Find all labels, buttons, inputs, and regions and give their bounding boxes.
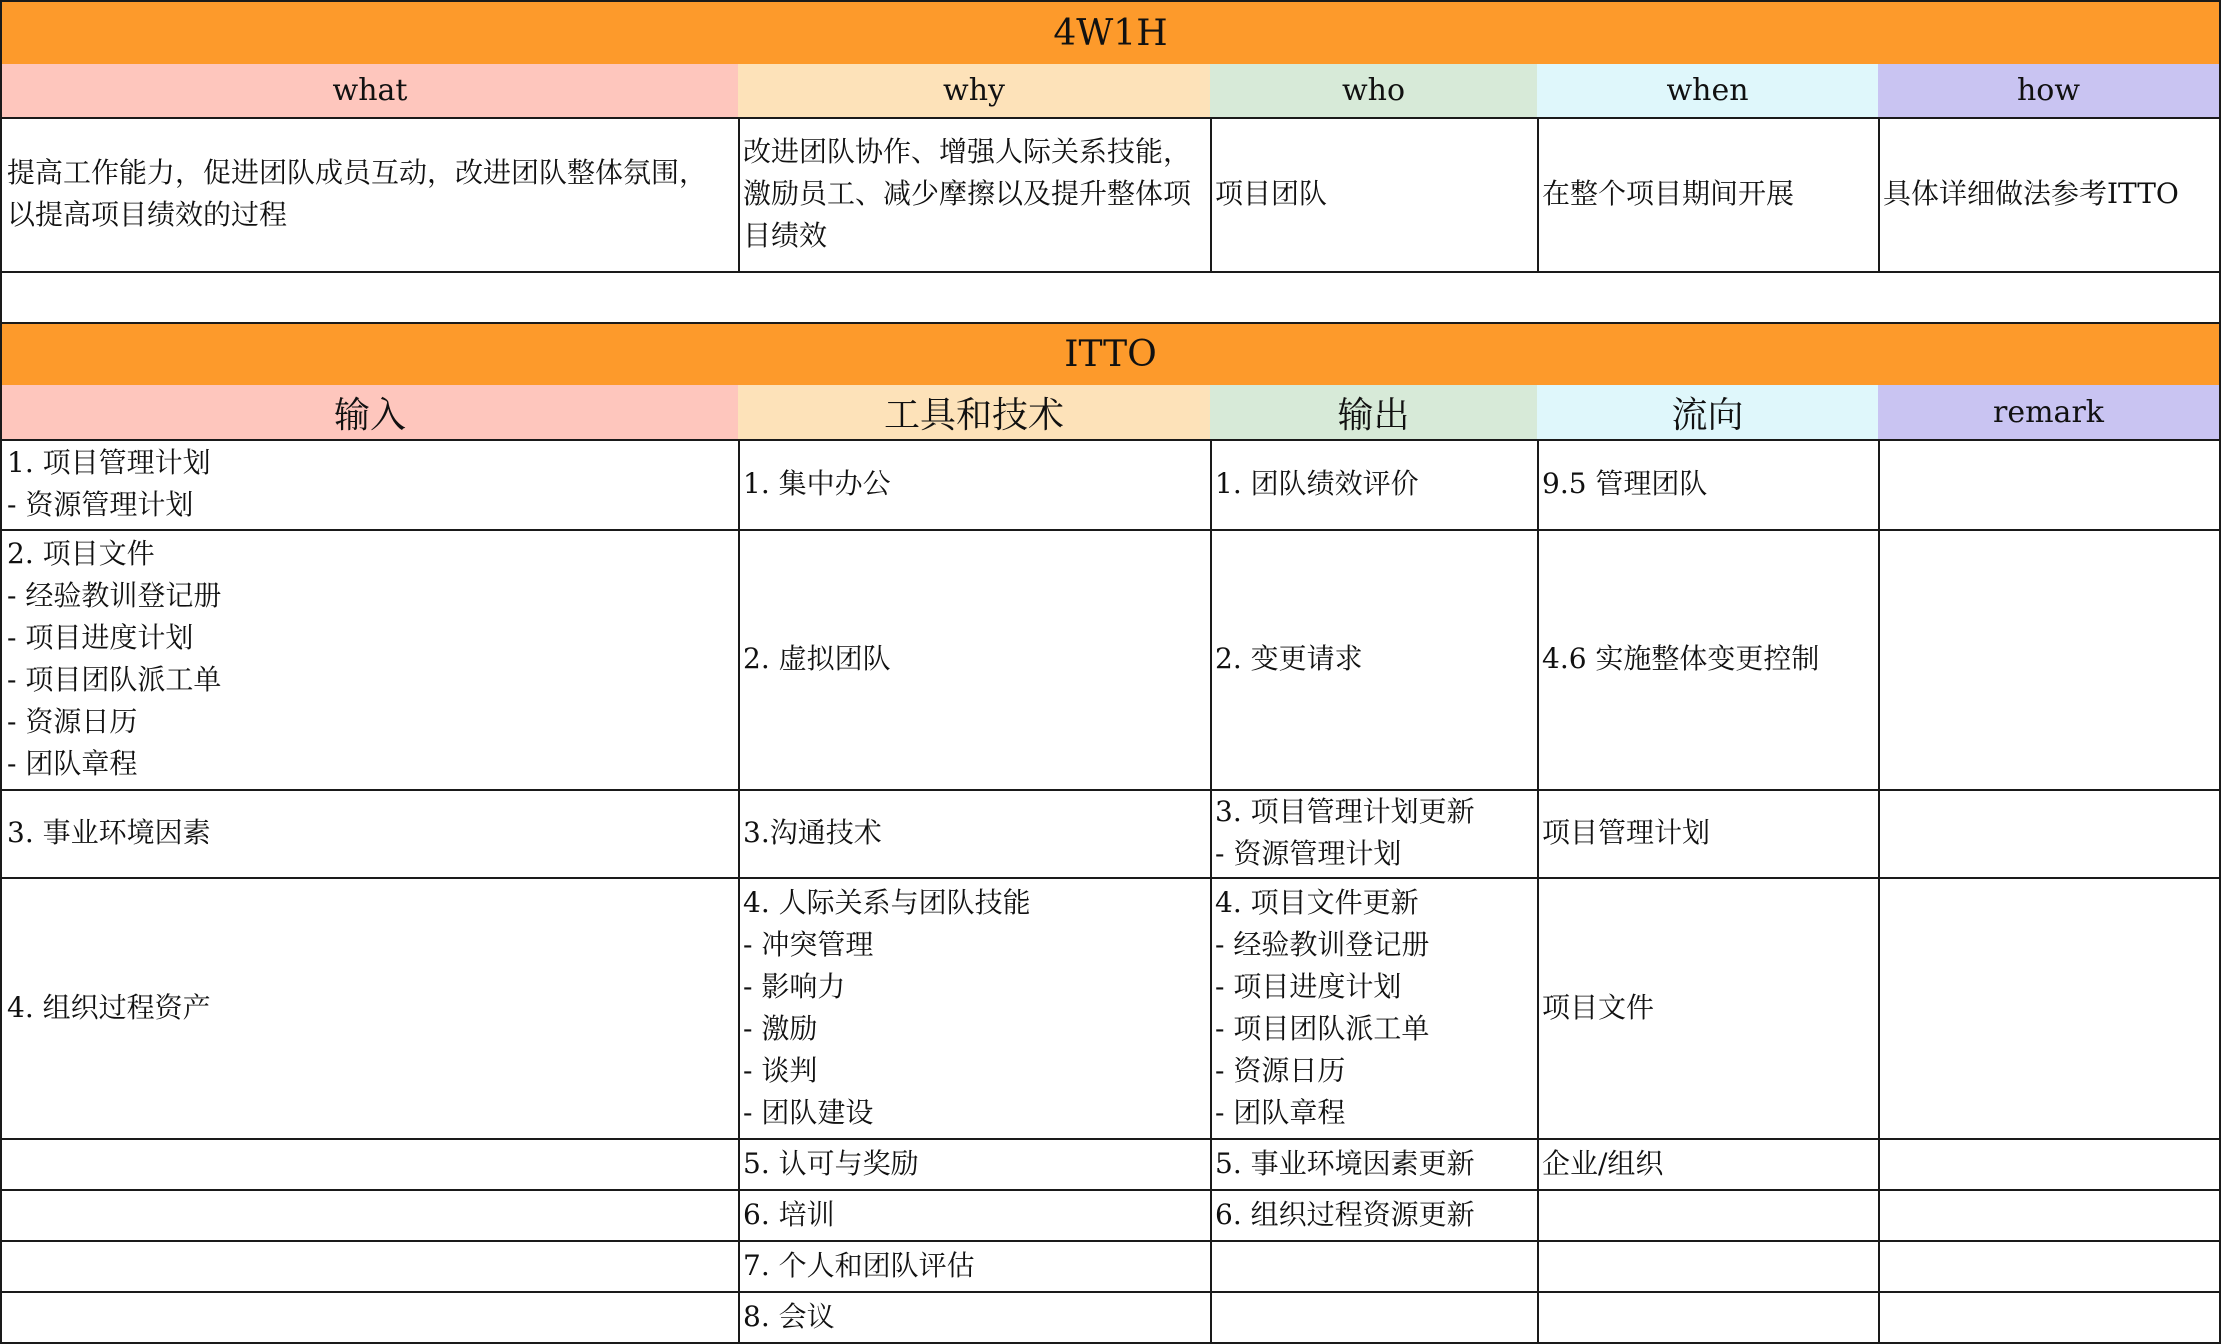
cell-line: 6. 培训 [743, 1197, 835, 1231]
itto-input-cell[interactable] [0, 789, 740, 879]
w1h-what-text: 提高工作能力，促进团队成员互动，改进团队整体氛围，以提高项目绩效的过程 [7, 156, 708, 231]
itto-output-cell[interactable] [1210, 1291, 1539, 1344]
header-what: what [0, 64, 740, 119]
header-why: why [738, 64, 1212, 119]
w1h-who-cell[interactable] [1210, 117, 1539, 273]
w1h-why-text: 改进团队协作、增强人际关系技能，激励员工、减少摩擦以及提升整体项目绩效 [743, 135, 1192, 252]
itto-tools-cell[interactable] [738, 1138, 1212, 1191]
itto-header-row [0, 385, 2221, 441]
cell-line: - 经验教训登记册 [7, 579, 222, 612]
header-output: 输出 [1210, 385, 1539, 441]
cell-line: 3.沟通技术 [743, 816, 882, 849]
itto-output-cell[interactable] [1210, 439, 1539, 531]
itto-row [0, 1240, 2221, 1293]
itto-output-cell[interactable] [1210, 877, 1539, 1140]
cell-line: 3. 事业环境因素 [7, 816, 211, 849]
itto-tools-cell[interactable] [738, 439, 1212, 531]
w1h-when-cell[interactable] [1537, 117, 1880, 273]
cell-line: 1. 项目管理计划 [7, 446, 211, 479]
itto-output-cell[interactable] [1210, 789, 1539, 879]
itto-tools-cell[interactable] [738, 1291, 1212, 1344]
itto-remark-cell[interactable] [1878, 1240, 2221, 1293]
itto-remark-cell[interactable] [1878, 439, 2221, 531]
cell-line: 1. 集中办公 [743, 467, 891, 500]
cell-line: - 资源日历 [7, 705, 138, 738]
cell-line: - 资源管理计划 [1215, 837, 1402, 870]
header-flow: 流向 [1537, 385, 1880, 441]
itto-output-cell[interactable] [1210, 529, 1539, 791]
w1h-why-cell[interactable] [738, 117, 1212, 273]
cell-line: 5. 事业环境因素更新 [1215, 1146, 1475, 1180]
itto-flow-cell[interactable] [1537, 439, 1880, 531]
itto-flow-cell[interactable] [1537, 789, 1880, 879]
itto-output-cell[interactable] [1210, 1189, 1539, 1242]
cell-line: - 项目团队派工单 [7, 663, 222, 696]
cell-line: 企业/组织 [1542, 1146, 1664, 1180]
itto-remark-cell[interactable] [1878, 877, 2221, 1140]
itto-input-cell[interactable] [0, 1291, 740, 1344]
cell-line: 4.6 实施整体变更控制 [1542, 642, 1820, 675]
itto-remark-cell[interactable] [1878, 1291, 2221, 1344]
itto-input-cell[interactable] [0, 1138, 740, 1191]
cell-line: 2. 项目文件 [7, 537, 155, 570]
cell-line: - 项目团队派工单 [1215, 1011, 1430, 1045]
itto-row [0, 439, 2221, 531]
itto-remark-cell[interactable] [1878, 529, 2221, 791]
itto-input-cell[interactable] [0, 877, 740, 1140]
header-when: when [1537, 64, 1880, 119]
itto-title: ITTO [0, 322, 2221, 387]
itto-input-cell[interactable] [0, 1189, 740, 1242]
cell-line: 2. 变更请求 [1215, 642, 1363, 675]
w1h-when-text: 在整个项目期间开展 [1542, 177, 1795, 210]
cell-line: 3. 项目管理计划更新 [1215, 795, 1475, 828]
cell-line: 项目文件 [1542, 990, 1655, 1024]
cell-line: - 资源管理计划 [7, 488, 194, 521]
itto-flow-cell[interactable] [1537, 1291, 1880, 1344]
itto-row [0, 1291, 2221, 1344]
w1h-value-row [0, 117, 2221, 273]
cell-line: - 冲突管理 [743, 927, 874, 961]
header-remark: remark [1878, 385, 2221, 441]
itto-tools-cell[interactable] [738, 789, 1212, 879]
cell-line: - 经验教训登记册 [1215, 927, 1430, 961]
spacer-row[interactable] [0, 271, 2221, 324]
itto-output-cell[interactable] [1210, 1138, 1539, 1191]
cell-line: 4. 人际关系与团队技能 [743, 885, 1031, 919]
header-input: 输入 [0, 385, 740, 441]
header-who: who [1210, 64, 1539, 119]
cell-line: 1. 团队绩效评价 [1215, 467, 1419, 500]
cell-line: 项目管理计划 [1542, 816, 1711, 849]
cell-line: - 资源日历 [1215, 1053, 1346, 1087]
itto-row [0, 789, 2221, 879]
itto-tools-cell[interactable] [738, 1240, 1212, 1293]
cell-line: 6. 组织过程资源更新 [1215, 1197, 1475, 1231]
itto-row [0, 1138, 2221, 1191]
cell-line: - 团队建设 [743, 1095, 874, 1129]
itto-remark-cell[interactable] [1878, 789, 2221, 879]
itto-flow-cell[interactable] [1537, 529, 1880, 791]
itto-tools-cell[interactable] [738, 529, 1212, 791]
itto-flow-cell[interactable] [1537, 1240, 1880, 1293]
itto-tools-cell[interactable] [738, 877, 1212, 1140]
cell-line: - 影响力 [743, 969, 846, 1003]
cell-line: 8. 会议 [743, 1299, 835, 1333]
itto-row [0, 529, 2221, 791]
cell-line: 5. 认可与奖励 [743, 1146, 919, 1180]
cell-line: - 团队章程 [7, 747, 138, 780]
cell-line: - 项目进度计划 [1215, 969, 1402, 1003]
itto-remark-cell[interactable] [1878, 1189, 2221, 1242]
itto-flow-cell[interactable] [1537, 1138, 1880, 1191]
cell-line: 9.5 管理团队 [1542, 467, 1708, 500]
itto-flow-cell[interactable] [1537, 1189, 1880, 1242]
itto-output-cell[interactable] [1210, 1240, 1539, 1293]
w1h-who-text: 项目团队 [1215, 177, 1328, 210]
header-tools: 工具和技术 [738, 385, 1212, 441]
header-how: how [1878, 64, 2221, 119]
itto-remark-cell[interactable] [1878, 1138, 2221, 1191]
itto-input-cell[interactable] [0, 1240, 740, 1293]
w1h-what-cell[interactable] [0, 117, 740, 273]
itto-row [0, 877, 2221, 1140]
itto-flow-cell[interactable] [1537, 877, 1880, 1140]
w1h-how-text: 具体详细做法参考ITTO [1883, 177, 2179, 210]
w1h-title: 4W1H [0, 0, 2221, 66]
itto-input-cell[interactable] [0, 529, 740, 791]
cell-line: - 激励 [743, 1011, 818, 1045]
cell-line: - 项目进度计划 [7, 621, 194, 654]
itto-row [0, 1189, 2221, 1242]
w1h-how-cell[interactable] [1878, 117, 2221, 273]
itto-tools-cell[interactable] [738, 1189, 1212, 1242]
cell-line: 2. 虚拟团队 [743, 642, 891, 675]
cell-line: 4. 项目文件更新 [1215, 885, 1419, 919]
cell-line: 7. 个人和团队评估 [743, 1248, 975, 1282]
cell-line: - 团队章程 [1215, 1095, 1346, 1129]
w1h-header-row [0, 64, 2221, 119]
itto-input-cell[interactable] [0, 439, 740, 531]
cell-line: - 谈判 [743, 1053, 818, 1087]
cell-line: 4. 组织过程资产 [7, 990, 211, 1024]
